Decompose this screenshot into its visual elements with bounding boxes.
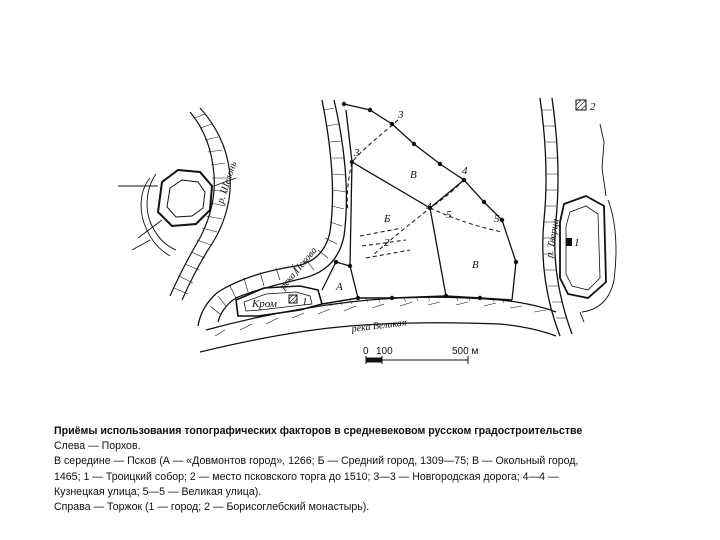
figure-caption <box>54 424 674 515</box>
krom-label: Кром <box>252 298 277 310</box>
num-3a-label: 3 <box>398 109 404 121</box>
velikaya-river-label: река Великая <box>351 317 408 335</box>
caption-line-porkhov: Слева — Порхов. <box>54 440 141 453</box>
outer-town-inner-wall <box>346 110 352 162</box>
tvertsa-river-label: р. Тверца <box>544 218 562 259</box>
pskova-river-label: река Пскова <box>277 245 320 292</box>
num-5a-label: 5 <box>446 209 452 221</box>
porkhov-fortress-inner <box>167 180 205 217</box>
torzhok-road-south <box>580 312 584 322</box>
caption-line-pskov-2: 1465; 1 — Троицкий собор; 2 — место псковского торга до 1510; 3—3 — Новгородская дорога; 4—4 — <box>54 470 559 483</box>
torzhok-plan <box>540 98 616 336</box>
outer-town-wall-2 <box>430 180 464 208</box>
scale-mid-label: 100 <box>376 346 393 357</box>
num-1-label: 1 <box>302 296 308 308</box>
num-2-label: 2 <box>384 237 390 249</box>
caption-line-pskov-1: В середине — Псков (А — «Довмонтов город», 1266; Б — Средний город, 1309—75; В — Окольный город, <box>54 455 579 468</box>
num-4b-label: 4 <box>426 201 432 213</box>
velikaya-shore-wall <box>322 296 512 304</box>
num-5b-label: 5 <box>494 213 500 225</box>
caption-line-pskov-3: Кузнецкая улица; 5—5 — Великая улица). <box>54 485 262 498</box>
scale-zero-label: 0 <box>363 346 369 357</box>
porkhov-river-label: р. Шелонь <box>215 160 240 205</box>
num-4a-label: 4 <box>462 165 468 177</box>
scale-end-label: 500 м <box>452 346 479 357</box>
num-3b-label: 3 <box>354 147 360 159</box>
zone-v-lower-label: В <box>472 259 479 271</box>
torzhok-town-inner <box>566 206 600 290</box>
caption-line-torzhok: Справа — Торжок (1 — город; 2 — Борисоглебский монастырь). <box>54 501 370 514</box>
torzhok-2-label: 2 <box>590 101 596 113</box>
porkhov-plan <box>118 108 239 300</box>
torzhok-town-marker <box>566 238 572 246</box>
velikaya-street-5-5 <box>430 208 502 232</box>
scale-bar <box>366 356 468 364</box>
torzhok-road-north <box>600 124 606 196</box>
caption-title: Приёмы использования топографических факторов в средневековом русском градостроительстве <box>54 425 583 437</box>
tvertsa-river-bank-1 <box>540 98 560 336</box>
torzhok-1-label: 1 <box>574 237 580 249</box>
zone-v-upper-label: В <box>410 169 417 181</box>
zone-b-label: Б <box>384 213 391 225</box>
krom-wall <box>236 286 322 316</box>
zone-a-label: А <box>336 281 343 293</box>
novgorod-road-3-3 <box>347 120 398 210</box>
